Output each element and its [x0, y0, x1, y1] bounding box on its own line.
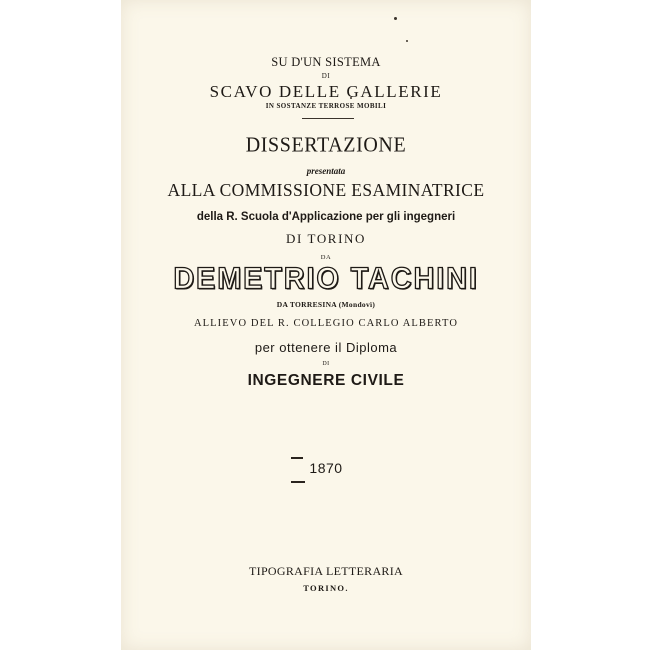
year-dash-top	[291, 457, 303, 459]
divider-rule	[302, 118, 354, 119]
subtitle: IN SOSTANZE TERROSE MOBILI	[265, 102, 387, 110]
title-page	[121, 0, 531, 650]
school-line: della R. Scuola d'Applicazione per gli ingegneri	[196, 211, 456, 223]
student-line: ALLIEVO DEL R. COLLEGIO CARLO ALBERTO	[193, 318, 459, 329]
publication-year: 1870	[309, 460, 343, 476]
dissertation-heading: DISSERTAZIONE	[245, 133, 407, 157]
diploma-line: per ottenere il Diploma	[254, 340, 398, 355]
ink-speck	[406, 40, 408, 42]
by-text: DA	[320, 254, 332, 261]
main-title: SCAVO DELLE GALLERIE	[209, 82, 443, 101]
year-dash-bottom	[291, 481, 305, 483]
presented-text: presentata	[306, 166, 346, 176]
title-line-di: DI	[321, 72, 331, 80]
ink-speck	[394, 17, 397, 20]
diploma-di: DI	[322, 361, 330, 367]
city-line: DI TORINO	[285, 231, 366, 246]
commission-line: ALLA COMMISSIONE ESAMINATRICE	[167, 180, 485, 200]
publisher-city: TORINO.	[303, 583, 349, 593]
author-origin: DA TORRESINA (Mondovì)	[276, 300, 376, 309]
degree-title: INGEGNERE CIVILE	[247, 372, 405, 389]
author-name: DEMETRIO TACHINI	[173, 262, 479, 296]
title-line-su-d-un-sistema: SU D'UN SISTEMA	[271, 55, 381, 69]
publisher-name: TIPOGRAFIA LETTERARIA	[249, 564, 403, 578]
